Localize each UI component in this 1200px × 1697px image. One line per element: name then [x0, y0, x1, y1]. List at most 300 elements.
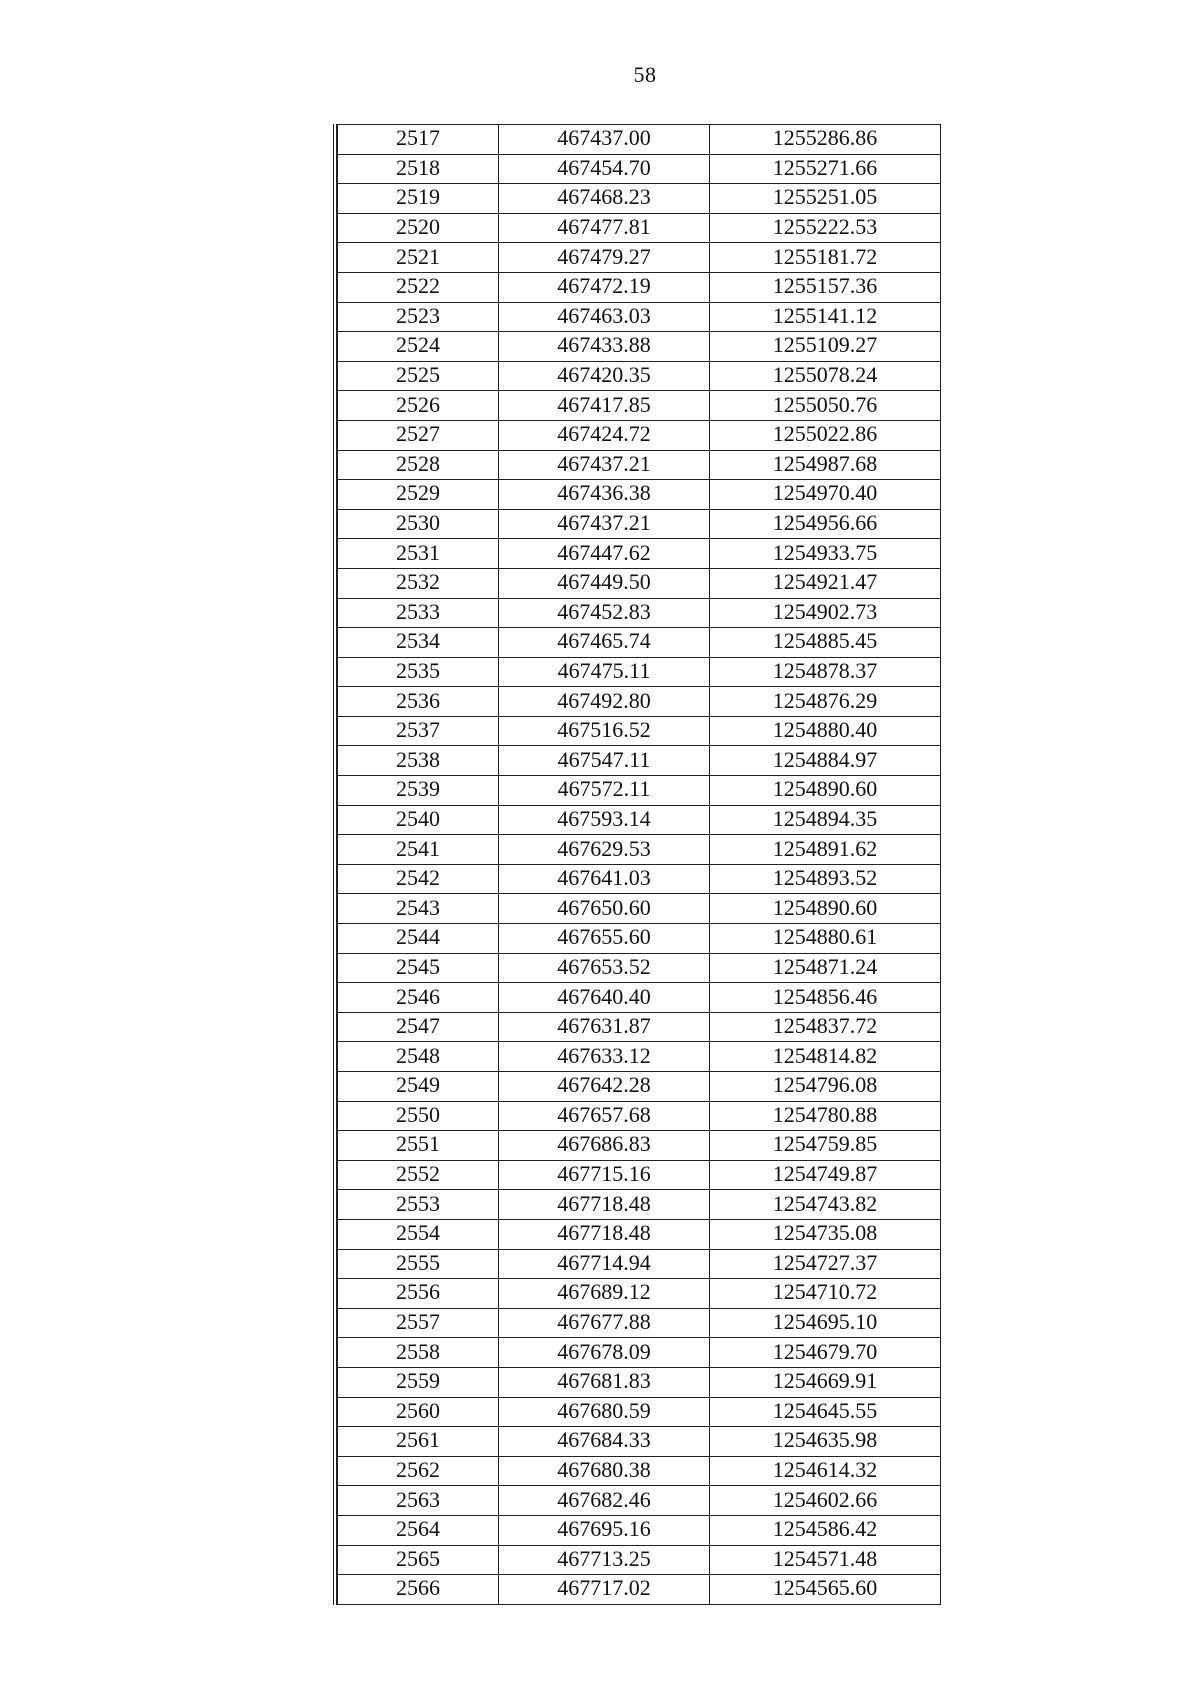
y-coordinate-text: 1254727.37 — [772, 1249, 878, 1275]
table-row — [338, 1367, 941, 1397]
y-coordinate-cell — [710, 1367, 941, 1397]
x-coordinate-cell — [499, 805, 710, 835]
x-coordinate-cell — [499, 924, 710, 954]
y-coordinate-text: 1255251.05 — [772, 184, 878, 210]
table-row — [338, 332, 941, 362]
y-coordinate-cell — [710, 983, 941, 1013]
y-coordinate-cell — [710, 1190, 941, 1220]
x-coordinate-text: 467678.09 — [557, 1338, 651, 1364]
x-coordinate-text: 467449.50 — [557, 569, 651, 595]
point-number-cell — [338, 450, 499, 480]
y-coordinate-text: 1254890.60 — [772, 776, 878, 802]
x-coordinate-text: 467655.60 — [557, 924, 651, 950]
table-row — [338, 184, 941, 214]
y-coordinate-text: 1254780.88 — [772, 1101, 878, 1127]
table-row — [338, 539, 941, 569]
x-coordinate-cell — [499, 776, 710, 806]
point-number-text: 2533 — [396, 598, 440, 624]
x-coordinate-cell — [499, 628, 710, 658]
table-row — [338, 125, 941, 155]
table-row — [338, 687, 941, 717]
point-number-text: 2535 — [396, 657, 440, 683]
point-number-text: 2528 — [396, 450, 440, 476]
point-number-cell — [338, 568, 499, 598]
x-coordinate-cell — [499, 125, 710, 155]
point-number-text: 2564 — [396, 1516, 440, 1542]
table-row — [338, 1131, 941, 1161]
y-coordinate-text: 1254891.62 — [772, 835, 878, 861]
table-row — [338, 361, 941, 391]
point-number-text: 2538 — [396, 746, 440, 772]
table-row — [338, 1456, 941, 1486]
y-coordinate-text: 1254837.72 — [772, 1013, 878, 1039]
point-number-cell — [338, 894, 499, 924]
point-number-cell — [338, 1338, 499, 1368]
point-number-cell — [338, 1190, 499, 1220]
y-coordinate-text: 1254669.91 — [772, 1368, 878, 1394]
x-coordinate-cell — [499, 509, 710, 539]
x-coordinate-text: 467681.83 — [557, 1368, 651, 1394]
table-row — [338, 835, 941, 865]
x-coordinate-text: 467465.74 — [557, 628, 651, 654]
point-number-text: 2566 — [396, 1575, 440, 1601]
point-number-cell — [338, 1397, 499, 1427]
y-coordinate-text: 1254586.42 — [772, 1516, 878, 1542]
y-coordinate-text: 1255222.53 — [772, 214, 878, 240]
point-number-cell — [338, 983, 499, 1013]
x-coordinate-text: 467436.38 — [557, 480, 651, 506]
point-number-text: 2518 — [396, 154, 440, 180]
table-row — [338, 716, 941, 746]
table-row — [338, 1545, 941, 1575]
point-number-cell — [338, 1456, 499, 1486]
point-number-text: 2562 — [396, 1457, 440, 1483]
table-row — [338, 1072, 941, 1102]
point-number-text: 2526 — [396, 391, 440, 417]
point-number-text: 2537 — [396, 717, 440, 743]
point-number-cell — [338, 213, 499, 243]
y-coordinate-text: 1255181.72 — [772, 243, 878, 269]
y-coordinate-text: 1254885.45 — [772, 628, 878, 654]
x-coordinate-cell — [499, 746, 710, 776]
point-number-text: 2554 — [396, 1220, 440, 1246]
table-row — [338, 243, 941, 273]
table-row — [338, 420, 941, 450]
y-coordinate-text: 1254871.24 — [772, 953, 878, 979]
y-coordinate-cell — [710, 539, 941, 569]
point-number-cell — [338, 805, 499, 835]
x-coordinate-cell — [499, 1456, 710, 1486]
y-coordinate-text: 1254645.55 — [772, 1397, 878, 1423]
point-number-text: 2555 — [396, 1249, 440, 1275]
y-coordinate-text: 1254614.32 — [772, 1457, 878, 1483]
y-coordinate-cell — [710, 568, 941, 598]
y-coordinate-text: 1255286.86 — [772, 125, 878, 151]
table-row — [338, 1249, 941, 1279]
y-coordinate-text: 1254933.75 — [772, 539, 878, 565]
x-coordinate-text: 467452.83 — [557, 598, 651, 624]
y-coordinate-text: 1254890.60 — [772, 894, 878, 920]
x-coordinate-cell — [499, 539, 710, 569]
y-coordinate-cell — [710, 1456, 941, 1486]
x-coordinate-text: 467437.21 — [557, 450, 651, 476]
y-coordinate-text: 1254970.40 — [772, 480, 878, 506]
table-row — [338, 628, 941, 658]
y-coordinate-cell — [710, 687, 941, 717]
point-number-text: 2520 — [396, 214, 440, 240]
point-number-cell — [338, 1279, 499, 1309]
point-number-text: 2523 — [396, 302, 440, 328]
x-coordinate-cell — [499, 1160, 710, 1190]
table-row — [338, 1308, 941, 1338]
x-coordinate-cell — [499, 1219, 710, 1249]
x-coordinate-cell — [499, 1545, 710, 1575]
table-row — [338, 864, 941, 894]
point-number-text: 2561 — [396, 1427, 440, 1453]
x-coordinate-cell — [499, 687, 710, 717]
y-coordinate-cell — [710, 1486, 941, 1516]
table-row — [338, 746, 941, 776]
x-coordinate-cell — [499, 1249, 710, 1279]
x-coordinate-cell — [499, 243, 710, 273]
y-coordinate-cell — [710, 1249, 941, 1279]
point-number-cell — [338, 1219, 499, 1249]
point-number-cell — [338, 716, 499, 746]
table-row — [338, 953, 941, 983]
x-coordinate-cell — [499, 1367, 710, 1397]
table-row — [338, 1575, 941, 1605]
y-coordinate-cell — [710, 1338, 941, 1368]
table-row — [338, 1101, 941, 1131]
table-row — [338, 1042, 941, 1072]
point-number-cell — [338, 1160, 499, 1190]
x-coordinate-text: 467468.23 — [557, 184, 651, 210]
point-number-text: 2539 — [396, 776, 440, 802]
y-coordinate-text: 1254695.10 — [772, 1309, 878, 1335]
x-coordinate-text: 467684.33 — [557, 1427, 651, 1453]
x-coordinate-text: 467463.03 — [557, 302, 651, 328]
point-number-text: 2563 — [396, 1486, 440, 1512]
table-row — [338, 598, 941, 628]
y-coordinate-text: 1255022.86 — [772, 421, 878, 447]
y-coordinate-text: 1255078.24 — [772, 362, 878, 388]
x-coordinate-text: 467437.00 — [557, 125, 651, 151]
x-coordinate-cell — [499, 864, 710, 894]
table-row — [338, 983, 941, 1013]
y-coordinate-cell — [710, 1012, 941, 1042]
x-coordinate-cell — [499, 391, 710, 421]
point-number-cell — [338, 1012, 499, 1042]
y-coordinate-text: 1254956.66 — [772, 510, 878, 536]
point-number-text: 2521 — [396, 243, 440, 269]
x-coordinate-cell — [499, 154, 710, 184]
y-coordinate-text: 1255109.27 — [772, 332, 878, 358]
y-coordinate-cell — [710, 598, 941, 628]
x-coordinate-cell — [499, 1101, 710, 1131]
point-number-text: 2552 — [396, 1161, 440, 1187]
point-number-text: 2560 — [396, 1397, 440, 1423]
point-number-cell — [338, 598, 499, 628]
x-coordinate-text: 467682.46 — [557, 1486, 651, 1512]
x-coordinate-cell — [499, 1397, 710, 1427]
y-coordinate-text: 1254749.87 — [772, 1161, 878, 1187]
point-number-cell — [338, 420, 499, 450]
table-row — [338, 1427, 941, 1457]
y-coordinate-text: 1254679.70 — [772, 1338, 878, 1364]
x-coordinate-cell — [499, 361, 710, 391]
point-number-text: 2522 — [396, 273, 440, 299]
y-coordinate-text: 1254565.60 — [772, 1575, 878, 1601]
y-coordinate-cell — [710, 391, 941, 421]
point-number-text: 2559 — [396, 1368, 440, 1394]
point-number-text: 2531 — [396, 539, 440, 565]
y-coordinate-cell — [710, 657, 941, 687]
y-coordinate-cell — [710, 154, 941, 184]
point-number-cell — [338, 243, 499, 273]
x-coordinate-cell — [499, 953, 710, 983]
point-number-text: 2543 — [396, 894, 440, 920]
point-number-cell — [338, 302, 499, 332]
point-number-cell — [338, 1486, 499, 1516]
y-coordinate-text: 1254902.73 — [772, 598, 878, 624]
point-number-cell — [338, 628, 499, 658]
x-coordinate-cell — [499, 568, 710, 598]
point-number-text: 2517 — [396, 125, 440, 151]
x-coordinate-cell — [499, 1131, 710, 1161]
point-number-text: 2530 — [396, 510, 440, 536]
point-number-cell — [338, 657, 499, 687]
x-coordinate-text: 467680.38 — [557, 1457, 651, 1483]
point-number-text: 2540 — [396, 805, 440, 831]
y-coordinate-cell — [710, 1101, 941, 1131]
x-coordinate-cell — [499, 983, 710, 1013]
point-number-cell — [338, 539, 499, 569]
y-coordinate-cell — [710, 450, 941, 480]
table-row — [338, 213, 941, 243]
x-coordinate-text: 467680.59 — [557, 1397, 651, 1423]
y-coordinate-text: 1255157.36 — [772, 273, 878, 299]
x-coordinate-text: 467492.80 — [557, 687, 651, 713]
x-coordinate-text: 467516.52 — [557, 717, 651, 743]
point-number-cell — [338, 1545, 499, 1575]
x-coordinate-cell — [499, 1515, 710, 1545]
y-coordinate-text: 1255050.76 — [772, 391, 878, 417]
point-number-text: 2556 — [396, 1279, 440, 1305]
table-row — [338, 154, 941, 184]
point-number-text: 2541 — [396, 835, 440, 861]
x-coordinate-text: 467714.94 — [557, 1249, 651, 1275]
point-number-text: 2557 — [396, 1309, 440, 1335]
point-number-text: 2524 — [396, 332, 440, 358]
point-number-cell — [338, 509, 499, 539]
y-coordinate-text: 1254710.72 — [772, 1279, 878, 1305]
x-coordinate-cell — [499, 835, 710, 865]
y-coordinate-cell — [710, 509, 941, 539]
x-coordinate-cell — [499, 1279, 710, 1309]
y-coordinate-text: 1254880.61 — [772, 924, 878, 950]
table-row — [338, 1190, 941, 1220]
table-row — [338, 1397, 941, 1427]
page-number: 58 — [633, 62, 657, 87]
table-row — [338, 568, 941, 598]
point-number-text: 2551 — [396, 1131, 440, 1157]
point-number-cell — [338, 864, 499, 894]
table-row — [338, 924, 941, 954]
table-row — [338, 1160, 941, 1190]
y-coordinate-cell — [710, 1072, 941, 1102]
point-number-cell — [338, 1101, 499, 1131]
point-number-cell — [338, 391, 499, 421]
x-coordinate-text: 467677.88 — [557, 1309, 651, 1335]
point-number-text: 2545 — [396, 953, 440, 979]
x-coordinate-cell — [499, 272, 710, 302]
point-number-text: 2525 — [396, 362, 440, 388]
table-row — [338, 302, 941, 332]
x-coordinate-cell — [499, 716, 710, 746]
y-coordinate-cell — [710, 480, 941, 510]
point-number-cell — [338, 1515, 499, 1545]
point-number-cell — [338, 687, 499, 717]
y-coordinate-text: 1254743.82 — [772, 1190, 878, 1216]
x-coordinate-text: 467657.68 — [557, 1101, 651, 1127]
y-coordinate-text: 1254987.68 — [772, 450, 878, 476]
x-coordinate-cell — [499, 420, 710, 450]
y-coordinate-text: 1254759.85 — [772, 1131, 878, 1157]
point-number-cell — [338, 1575, 499, 1605]
x-coordinate-text: 467572.11 — [557, 776, 651, 802]
y-coordinate-text: 1254635.98 — [772, 1427, 878, 1453]
x-coordinate-cell — [499, 450, 710, 480]
y-coordinate-text: 1254876.29 — [772, 687, 878, 713]
point-number-text: 2546 — [396, 983, 440, 1009]
table-row — [338, 657, 941, 687]
y-coordinate-text: 1254735.08 — [772, 1220, 878, 1246]
y-coordinate-text: 1254814.82 — [772, 1042, 878, 1068]
y-coordinate-text: 1254884.97 — [772, 746, 878, 772]
table-row — [338, 509, 941, 539]
y-coordinate-text: 1254894.35 — [772, 805, 878, 831]
y-coordinate-cell — [710, 628, 941, 658]
y-coordinate-cell — [710, 1219, 941, 1249]
y-coordinate-text: 1254571.48 — [772, 1545, 878, 1571]
y-coordinate-text: 1254880.40 — [772, 717, 878, 743]
y-coordinate-text: 1254856.46 — [772, 983, 878, 1009]
y-coordinate-cell — [710, 332, 941, 362]
x-coordinate-text: 467475.11 — [557, 657, 651, 683]
x-coordinate-text: 467686.83 — [557, 1131, 651, 1157]
x-coordinate-cell — [499, 1427, 710, 1457]
x-coordinate-text: 467631.87 — [557, 1013, 651, 1039]
x-coordinate-text: 467715.16 — [557, 1161, 651, 1187]
table-row — [338, 894, 941, 924]
point-number-cell — [338, 746, 499, 776]
point-number-cell — [338, 1072, 499, 1102]
table-row — [338, 1515, 941, 1545]
y-coordinate-cell — [710, 716, 941, 746]
y-coordinate-cell — [710, 1160, 941, 1190]
point-number-text: 2534 — [396, 628, 440, 654]
x-coordinate-text: 467695.16 — [557, 1516, 651, 1542]
point-number-cell — [338, 1367, 499, 1397]
point-number-text: 2548 — [396, 1042, 440, 1068]
y-coordinate-cell — [710, 1427, 941, 1457]
x-coordinate-text: 467640.40 — [557, 983, 651, 1009]
point-number-cell — [338, 835, 499, 865]
x-coordinate-text: 467650.60 — [557, 894, 651, 920]
point-number-cell — [338, 1131, 499, 1161]
point-number-cell — [338, 1249, 499, 1279]
table-row — [338, 776, 941, 806]
table-body — [338, 125, 941, 1605]
x-coordinate-cell — [499, 598, 710, 628]
point-number-text: 2519 — [396, 184, 440, 210]
point-number-text: 2542 — [396, 865, 440, 891]
point-number-cell — [338, 1042, 499, 1072]
x-coordinate-cell — [499, 1575, 710, 1605]
x-coordinate-text: 467718.48 — [557, 1190, 651, 1216]
y-coordinate-cell — [710, 1515, 941, 1545]
point-number-text: 2547 — [396, 1013, 440, 1039]
x-coordinate-text: 467433.88 — [557, 332, 651, 358]
x-coordinate-text: 467653.52 — [557, 953, 651, 979]
x-coordinate-text: 467417.85 — [557, 391, 651, 417]
table-row — [338, 1338, 941, 1368]
table-row — [338, 1279, 941, 1309]
x-coordinate-text: 467547.11 — [557, 746, 651, 772]
y-coordinate-text: 1254796.08 — [772, 1072, 878, 1098]
x-coordinate-cell — [499, 657, 710, 687]
point-number-text: 2565 — [396, 1545, 440, 1571]
point-number-cell — [338, 154, 499, 184]
x-coordinate-cell — [499, 1042, 710, 1072]
point-number-text: 2529 — [396, 480, 440, 506]
y-coordinate-cell — [710, 213, 941, 243]
y-coordinate-cell — [710, 302, 941, 332]
x-coordinate-text: 467717.02 — [557, 1575, 651, 1601]
y-coordinate-cell — [710, 835, 941, 865]
x-coordinate-text: 467641.03 — [557, 865, 651, 891]
y-coordinate-cell — [710, 864, 941, 894]
y-coordinate-text: 1254921.47 — [772, 569, 878, 595]
y-coordinate-cell — [710, 746, 941, 776]
y-coordinate-cell — [710, 184, 941, 214]
coordinates-table — [337, 124, 941, 1605]
y-coordinate-cell — [710, 420, 941, 450]
x-coordinate-cell — [499, 332, 710, 362]
x-coordinate-text: 467718.48 — [557, 1220, 651, 1246]
x-coordinate-cell — [499, 1072, 710, 1102]
point-number-text: 2558 — [396, 1338, 440, 1364]
x-coordinate-cell — [499, 894, 710, 924]
point-number-cell — [338, 776, 499, 806]
point-number-cell — [338, 480, 499, 510]
x-coordinate-text: 467420.35 — [557, 362, 651, 388]
y-coordinate-cell — [710, 1279, 941, 1309]
x-coordinate-cell — [499, 213, 710, 243]
y-coordinate-cell — [710, 894, 941, 924]
x-coordinate-text: 467454.70 — [557, 154, 651, 180]
y-coordinate-cell — [710, 1131, 941, 1161]
table-row — [338, 1012, 941, 1042]
y-coordinate-text: 1255141.12 — [772, 302, 878, 328]
x-coordinate-text: 467593.14 — [557, 805, 651, 831]
x-coordinate-text: 467629.53 — [557, 835, 651, 861]
x-coordinate-cell — [499, 1338, 710, 1368]
point-number-cell — [338, 361, 499, 391]
point-number-text: 2527 — [396, 421, 440, 447]
y-coordinate-text: 1254878.37 — [772, 657, 878, 683]
x-coordinate-cell — [499, 1012, 710, 1042]
